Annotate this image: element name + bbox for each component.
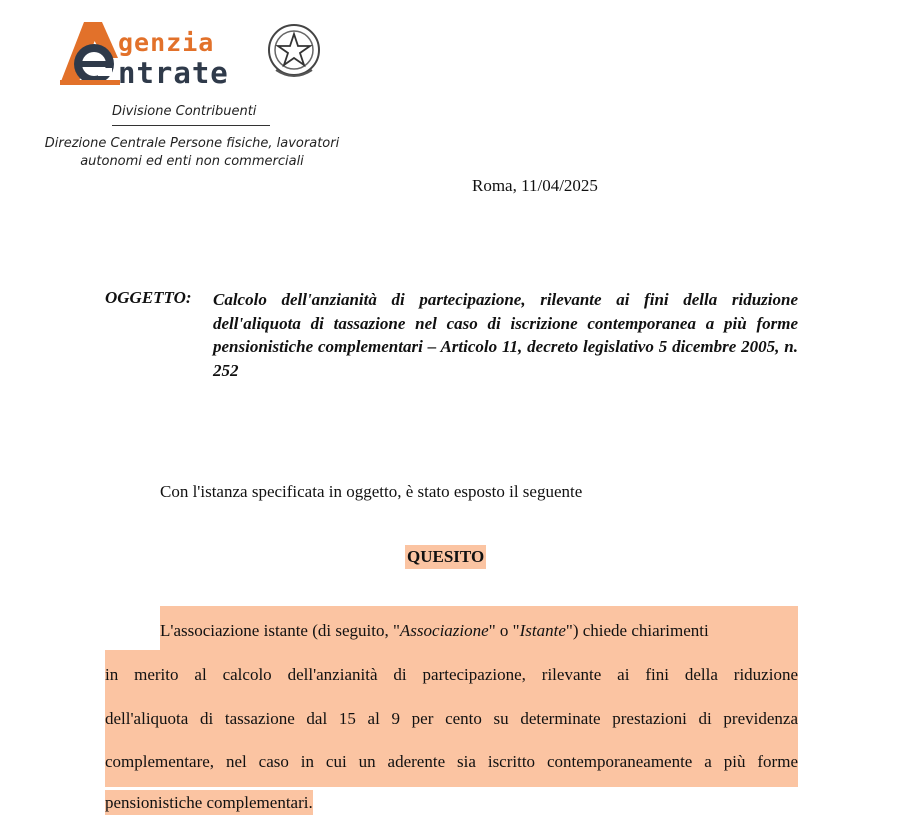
division-name: Divisione Contribuenti <box>112 104 270 126</box>
document-date: Roma, 11/04/2025 <box>472 176 598 195</box>
intro-sentence: Con l'istanza specificata in oggetto, è stato esposto il seguente <box>160 482 583 501</box>
logo-text-entrate: ntrate <box>118 56 229 90</box>
paragraph-line-1-b: " o " <box>488 621 520 640</box>
quesito-paragraph <box>105 606 798 825</box>
section-title-quesito: QUESITO <box>405 545 486 569</box>
italian-republic-emblem-icon <box>266 20 322 84</box>
paragraph-line-1-italic-2: Istante <box>519 621 566 640</box>
paragraph-line-2: in merito al calcolo dell'anzianità di partecipazione, rilevante ai fini della riduzione <box>105 650 798 694</box>
paragraph-line-5: pensionistiche complementari. <box>105 781 798 825</box>
direction-line-1: Direzione Centrale Persone fisiche, lavoratori <box>44 136 340 151</box>
paragraph-line-1 <box>105 606 798 650</box>
direction-name <box>22 135 362 171</box>
paragraph-line-1-c: ") chiede chiarimenti <box>565 621 709 640</box>
oggetto-label: OGGETTO: <box>105 288 192 307</box>
oggetto-text: Calcolo dell'anzianità di partecipazione, rilevante ai fini della riduzione dell'aliquota di tassazione nel caso di iscrizione contemporanea a più forme pensionistiche complementari – Articolo 11, decreto legislativo 5 dicembre 2005, n. 252 <box>213 290 798 380</box>
agenzia-entrate-logo <box>58 18 338 90</box>
paragraph-line-4: complementare, nel caso in cui un aderente sia iscritto contemporaneamente a più forme <box>105 737 798 781</box>
logo-text-agenzia: genzia <box>118 28 215 57</box>
paragraph-line-3: dell'aliquota di tassazione dal 15 al 9 per cento su determinate prestazioni di previdenza <box>105 694 798 738</box>
paragraph-line-1-a: L'associazione istante (di seguito, " <box>160 621 400 640</box>
paragraph-line-1-italic-1: Associazione <box>399 621 489 640</box>
direction-line-2: autonomi ed enti non commerciali <box>80 154 304 169</box>
